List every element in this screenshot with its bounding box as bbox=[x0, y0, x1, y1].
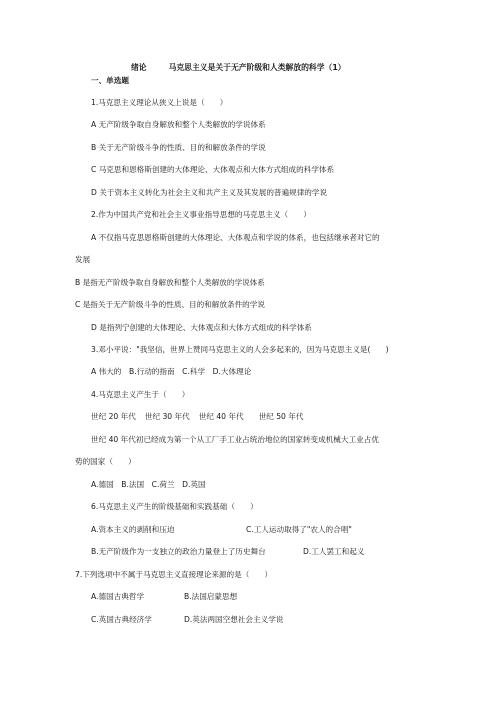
q4-option-1: 世纪 20 年代 bbox=[91, 412, 136, 421]
q4-option-4: 世纪 50 年代 bbox=[258, 412, 304, 421]
q6-option-b: B.无产阶级作为一支独立的政治力量登上了历史舞台 bbox=[91, 547, 266, 556]
page-title bbox=[131, 63, 346, 73]
q1-option-d: D 关于资本主义转化为社会主义和共产主义及其发展的普遍规律的学说 bbox=[91, 188, 328, 197]
q7-option-d: D.英法两国空想社会主义学说 bbox=[184, 615, 284, 624]
q7-option-c: C.英国古典经济学 bbox=[91, 615, 152, 624]
q4-option-2: 世纪 30 年代 bbox=[144, 412, 190, 421]
q6-stem: 6.马克思主义产生的阶级基础和实践基础（ ） bbox=[91, 502, 258, 511]
q6-option-d: D.工人罢工和起义 bbox=[303, 547, 365, 556]
q7-option-b: B.法国启蒙思想 bbox=[184, 592, 238, 601]
q6-option-c: C.工人运动取得了"农人的合唱" bbox=[246, 525, 352, 534]
q7-option-a: A.德国古典哲学 bbox=[91, 592, 145, 601]
q1-option-c: C 马克思和恩格斯创建的大体理论、大体观点和大体方式组成的科学体系 bbox=[91, 165, 335, 174]
q7-stem: 7.下列选项中不属于马克思主义直接理论来源的是（ ） bbox=[75, 570, 273, 579]
q5-stem-line1: 世纪 40 年代初已经成为第一个从工厂手工业占统治地位的国家转变成机械大工业占优 bbox=[91, 435, 379, 444]
q3-options: A 伟大的 B.行动的指南 C.科学 D.大体理论 bbox=[91, 367, 252, 376]
title-main: 马克思主义是关于无产阶级和人类解放的科学（1） bbox=[168, 63, 346, 72]
q4-stem: 4.马克思主义产生于（ ） bbox=[91, 390, 190, 399]
q2-option-d: D 是指列宁创建的大体理论、大体观点和大体方式组成的科学体系 bbox=[91, 323, 312, 332]
q5-options: A.德国 B.法国 C.荷兰 D.英国 bbox=[91, 480, 206, 489]
q2-option-a-line2: 发展 bbox=[75, 255, 91, 264]
q1-stem: 1.马克思主义理论从狭义上说是（ ） bbox=[91, 98, 228, 107]
q3-stem: 3.邓小平说："我坚信，世界上赞同马克思主义的人会多起来的，因为马克思主义是( ) bbox=[91, 345, 389, 354]
q2-stem: 2.作为中国共产党和社会主义事业指导思想的马克思主义（ ） bbox=[91, 210, 311, 219]
q2-option-c: C 是指关于无产阶级斗争的性质、目的和解放条件的学说 bbox=[75, 300, 265, 309]
title-prefix: 绪论 bbox=[131, 63, 147, 72]
q2-option-a-line1: A 不仅指马克思恩格斯创建的大体理论、大体观点和学说的体系，也包括继承者对它的 bbox=[91, 233, 380, 242]
q4-option-3: 世纪 40 年代 bbox=[198, 412, 244, 421]
q2-option-b: B 是指无产阶级争取自身解放和整个人类解放的学说体系 bbox=[75, 278, 265, 287]
q1-option-a: A 无产阶级争取自身解放和整个人类解放的学说体系 bbox=[91, 120, 266, 129]
q4-options bbox=[91, 412, 304, 422]
section-heading: 一、单选题 bbox=[91, 76, 129, 85]
q1-option-b: B 关于无产阶级斗争的性质、目的和解放条件的学说 bbox=[91, 143, 266, 152]
q6-option-a: A.资本主义的剥削和压迫 bbox=[91, 525, 175, 534]
q5-stem-line2: 势的国家（ ） bbox=[75, 457, 136, 466]
